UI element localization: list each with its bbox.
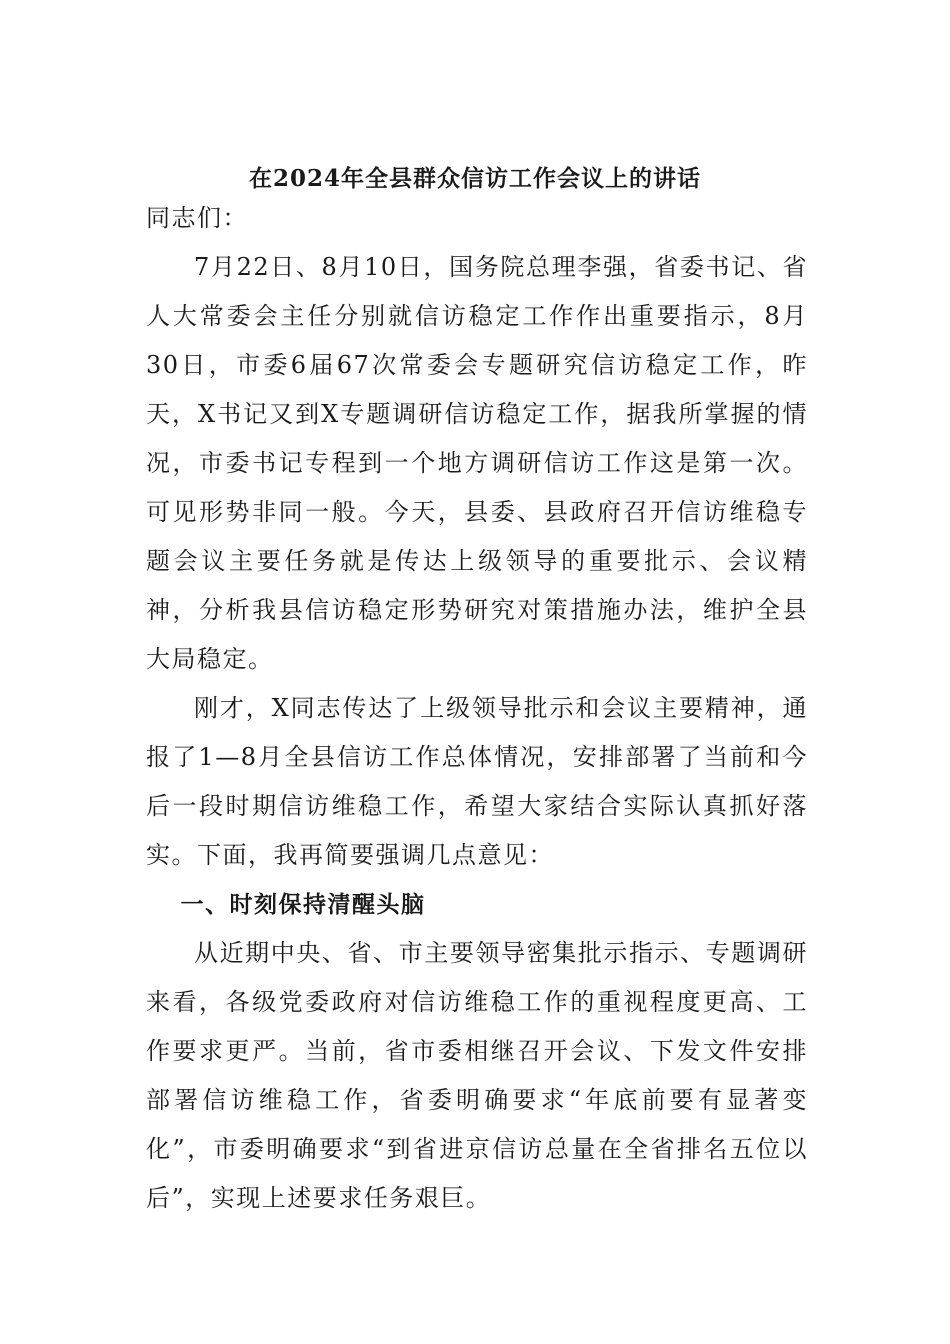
document-body xyxy=(146,194,808,1223)
paragraph-2: 刚才，X同志传达了上级领导批示和会议主要精神，通报了1—8月全县信访工作总体情况，安排部署了当前和今后一段时期信访维稳工作，希望大家结合实际认真抓好落实。下面，我再简要强调几点意见： xyxy=(146,694,808,869)
salutation: 同志们： xyxy=(146,204,248,232)
section-paragraph: 从近期中央、省、市主要领导密集批示指示、专题调研来看，各级党委政府对信访维稳工作的重视程度更高、工作要求更严。当前，省市委相继召开会议、下发文件安排部署信访维稳工作，省委明确要求“年底前要有显著变化”，市委明确要求“到省进京信访总量在全省排名五位以后”，实现上述要求任务艰巨。 xyxy=(146,939,808,1212)
section-heading: 一、时刻保持清醒头脑 xyxy=(180,891,426,918)
paragraph-1: 7月22日、8月10日，国务院总理李强，省委书记、省人大常委会主任分别就信访稳定工作作出重要指示，8月30日，市委6届67次常委会专题研究信访稳定工作，昨天，X书记又到X专题调研信访稳定工作，据我所掌握的情况，市委书记专程到一个地方调研信访工作这是第一次。可见形势非同一般。今天，县委、县政府召开信访维稳专题会议主要任务就是传达上级领导的重要批示、会议精神，分析我县信访稳定形势研究对策措施办法，维护全县大局稳定。 xyxy=(146,253,808,673)
document-title: 在2024年全县群众信访工作会议上的讲话 xyxy=(248,165,701,192)
